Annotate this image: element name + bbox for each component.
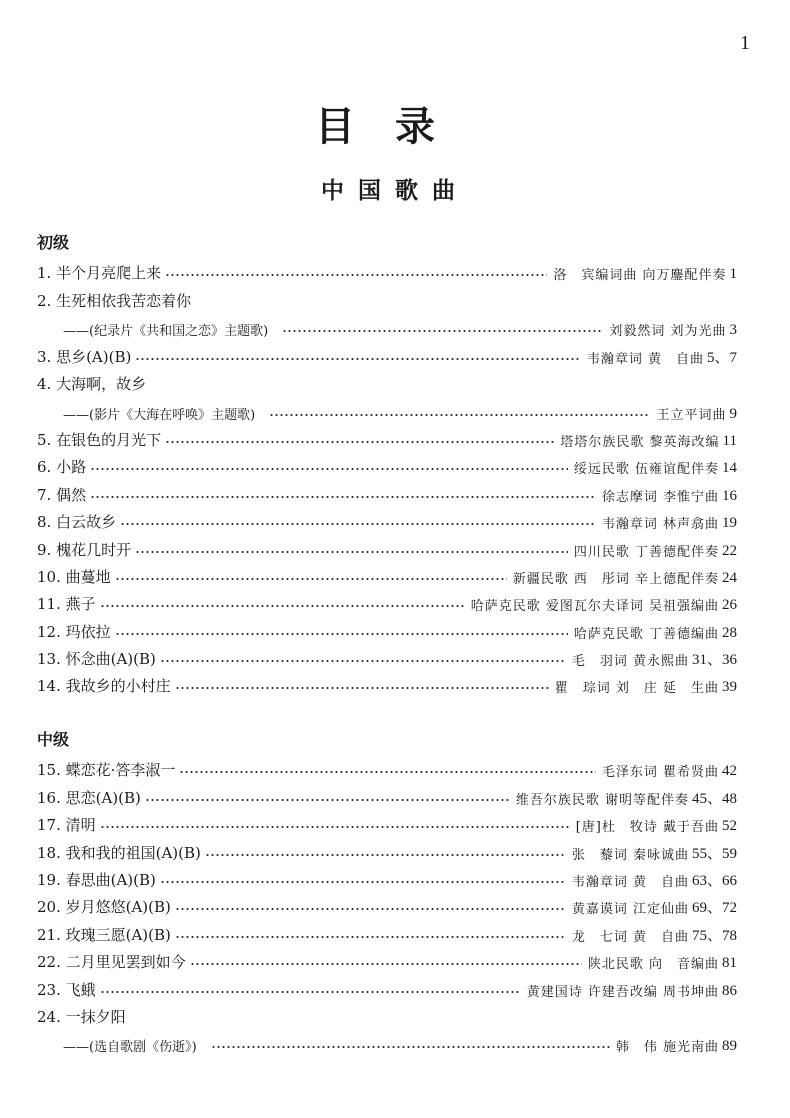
entry-credit: 洛 宾编词曲 向万鏖配伴奏 bbox=[553, 268, 727, 284]
entry-page: 26 bbox=[722, 597, 737, 614]
entry-title: 16. 思恋(A)(B) bbox=[37, 788, 141, 807]
toc-entry[interactable] bbox=[37, 560, 737, 587]
entry-title: 7. 偶然 bbox=[37, 485, 87, 504]
toc-entry[interactable] bbox=[37, 642, 737, 669]
dot-leader bbox=[135, 549, 568, 555]
dot-leader bbox=[175, 906, 566, 912]
entry-title: 5. 在银色的月光下 bbox=[37, 430, 162, 449]
entry-page: 86 bbox=[722, 982, 737, 999]
entry-page: 19 bbox=[722, 515, 737, 532]
entry-page: 22 bbox=[722, 542, 737, 559]
entry-credit: 维吾尔族民歌 谢明等配伴奏 bbox=[515, 792, 689, 808]
entry-title: 12. 玛依拉 bbox=[37, 622, 111, 641]
entry-title: 22. 二月里见罢到如今 bbox=[37, 953, 186, 972]
toc-entry[interactable] bbox=[37, 780, 737, 807]
entry-title: 17. 清明 bbox=[37, 816, 96, 835]
entry-credit: 韦瀚章词 黄 自曲 bbox=[571, 874, 689, 890]
entry-title: 21. 玫瑰三愿(A)(B) bbox=[37, 925, 171, 944]
toc-entry[interactable] bbox=[37, 283, 737, 310]
entry-page: 31、36 bbox=[691, 652, 737, 669]
toc-entry[interactable] bbox=[37, 835, 737, 862]
entry-title: 19. 春思曲(A)(B) bbox=[37, 870, 156, 889]
toc-entry[interactable] bbox=[37, 753, 737, 780]
toc-entry[interactable] bbox=[37, 863, 737, 890]
entry-page: 1 bbox=[729, 266, 737, 283]
page-number: 1 bbox=[740, 32, 750, 54]
entry-credit: 刘毅然词 刘为光曲 bbox=[609, 324, 727, 340]
toc-entry[interactable] bbox=[37, 808, 737, 835]
entry-subtitle: ——(影片《大海在呼唤》主题歌) bbox=[63, 407, 256, 423]
dot-leader bbox=[175, 685, 549, 691]
entry-credit: 瞿 琮词 刘 庄 延 生曲 bbox=[554, 681, 719, 697]
toc-entry[interactable] bbox=[37, 917, 737, 944]
entry-credit: 陕北民歌 向 音编曲 bbox=[587, 957, 719, 973]
entry-page: 3 bbox=[729, 322, 737, 339]
entry-title: 13. 怀念曲(A)(B) bbox=[37, 650, 156, 669]
entry-page: 45、48 bbox=[691, 790, 737, 807]
entry-page: 52 bbox=[722, 818, 737, 835]
entry-subtitle: ——(纪录片《共和国之恋》主题歌) bbox=[63, 324, 269, 340]
entry-credit: 毛泽东词 瞿希贤曲 bbox=[601, 765, 719, 781]
entry-title: 14. 我故乡的小村庄 bbox=[37, 677, 171, 696]
entry-title: 9. 槐花几时开 bbox=[37, 540, 132, 559]
entry-credit: 绥远民歌 伍雍谊配伴奏 bbox=[573, 462, 719, 478]
toc-entry[interactable] bbox=[37, 450, 737, 477]
entry-title: 24. 一抹夕阳 bbox=[37, 1007, 126, 1026]
toc-entry[interactable] bbox=[37, 972, 737, 999]
entry-title: 2. 生死相依我苦恋着你 bbox=[37, 291, 192, 310]
entry-page: 14 bbox=[722, 460, 737, 477]
toc-entry[interactable] bbox=[37, 1027, 737, 1056]
toc-entry[interactable] bbox=[37, 394, 737, 423]
entry-credit: 张 藜词 秦咏诚曲 bbox=[571, 847, 689, 863]
entry-page: 9 bbox=[729, 405, 737, 422]
toc-entry[interactable] bbox=[37, 367, 737, 394]
page-title: 目录 bbox=[315, 104, 475, 150]
entry-page: 28 bbox=[722, 624, 737, 641]
entry-page: 63、66 bbox=[691, 872, 737, 889]
entry-credit: 毛 羽词 黄永熙曲 bbox=[571, 654, 689, 670]
dot-leader bbox=[160, 658, 566, 664]
entry-credit: 新疆民歌 西 彤词 辛上德配伴奏 bbox=[512, 571, 719, 587]
entry-credit: 龙 七词 黄 自曲 bbox=[571, 929, 689, 945]
dot-leader bbox=[145, 797, 510, 803]
toc-entry[interactable] bbox=[37, 339, 737, 366]
entry-title: 23. 飞蛾 bbox=[37, 980, 96, 999]
dot-leader bbox=[269, 412, 650, 418]
toc-entry[interactable] bbox=[37, 1000, 737, 1027]
entry-title: 4. 大海啊，故乡 bbox=[37, 375, 147, 394]
dot-leader bbox=[90, 494, 596, 500]
entry-page: 5、7 bbox=[706, 349, 737, 366]
dot-leader bbox=[100, 989, 521, 995]
entry-page: 89 bbox=[722, 1038, 737, 1055]
dot-leader bbox=[190, 961, 582, 967]
dot-leader bbox=[205, 852, 566, 858]
section-beginner bbox=[37, 230, 737, 696]
dot-leader bbox=[100, 824, 570, 830]
entry-page: 11 bbox=[722, 432, 737, 449]
entry-title: 20. 岁月悠悠(A)(B) bbox=[37, 898, 171, 917]
entry-credit: 哈萨克民歌 丁善德编曲 bbox=[573, 626, 719, 642]
entry-credit: 韦瀚章词 林声翕曲 bbox=[601, 517, 719, 533]
entry-page: 24 bbox=[722, 569, 737, 586]
toc-entry[interactable] bbox=[37, 614, 737, 641]
entry-page: 75、78 bbox=[691, 927, 737, 944]
toc-entry[interactable] bbox=[37, 890, 737, 917]
entry-title: 6. 小路 bbox=[37, 458, 87, 477]
entry-page: 55、59 bbox=[691, 845, 737, 862]
dot-leader bbox=[115, 576, 507, 582]
entry-page: 69、72 bbox=[691, 900, 737, 917]
dot-leader bbox=[135, 356, 581, 362]
entry-title: 8. 白云故乡 bbox=[37, 513, 117, 532]
section-title: 中国歌曲 bbox=[321, 178, 469, 204]
entry-subtitle: ——(选自歌剧《伤逝》) bbox=[63, 1040, 197, 1056]
entry-credit: 徐志摩词 李惟宁曲 bbox=[601, 489, 719, 505]
entry-title: 3. 思乡(A)(B) bbox=[37, 347, 132, 366]
section-intermediate bbox=[37, 727, 737, 1055]
toc-entry[interactable] bbox=[37, 669, 737, 696]
entry-title: 11. 燕子 bbox=[37, 595, 96, 614]
entry-page: 39 bbox=[722, 679, 737, 696]
toc-entry[interactable] bbox=[37, 505, 737, 532]
entry-page: 42 bbox=[722, 763, 737, 780]
dot-leader bbox=[165, 439, 554, 445]
dot-leader bbox=[211, 1044, 610, 1050]
entry-title: 10. 曲蔓地 bbox=[37, 567, 111, 586]
entry-title: 18. 我和我的祖国(A)(B) bbox=[37, 843, 201, 862]
entry-title: 1. 半个月亮爬上来 bbox=[37, 264, 162, 283]
entry-credit: 韩 伟 施光南曲 bbox=[615, 1040, 719, 1056]
dot-leader bbox=[120, 521, 596, 527]
dot-leader bbox=[282, 328, 603, 334]
toc-entry[interactable] bbox=[37, 311, 737, 340]
section-heading: 中级 bbox=[37, 730, 70, 749]
entry-credit: 塔塔尔族民歌 黎英海改编 bbox=[560, 434, 720, 450]
entry-credit: [唐]杜 牧诗 戴于吾曲 bbox=[575, 820, 719, 836]
dot-leader bbox=[175, 934, 566, 940]
entry-page: 81 bbox=[722, 955, 737, 972]
entry-credit: 王立平词曲 bbox=[656, 407, 727, 423]
section-heading: 初级 bbox=[37, 233, 70, 252]
entry-credit: 黄建国诗 许建吾改编 周书坤曲 bbox=[526, 984, 719, 1000]
toc-entry[interactable] bbox=[37, 423, 737, 450]
toc-entry[interactable] bbox=[37, 945, 737, 972]
dot-leader bbox=[179, 769, 595, 775]
dot-leader bbox=[115, 631, 568, 637]
entry-page: 16 bbox=[722, 487, 737, 504]
dot-leader bbox=[165, 272, 547, 278]
entry-credit: 韦瀚章词 黄 自曲 bbox=[586, 351, 704, 367]
entry-title: 15. 蝶恋花·答李淑一 bbox=[37, 761, 176, 780]
entry-credit: 黄嘉谟词 江定仙曲 bbox=[571, 902, 689, 918]
dot-leader bbox=[160, 879, 566, 885]
toc-entry[interactable] bbox=[37, 532, 737, 559]
dot-leader bbox=[100, 603, 465, 609]
entry-credit: 哈萨克民歌 爱图瓦尔夫译词 吴祖强编曲 bbox=[470, 599, 719, 615]
dot-leader bbox=[90, 466, 568, 472]
entry-credit: 四川民歌 丁善德配伴奏 bbox=[573, 544, 719, 560]
toc-entry[interactable] bbox=[37, 587, 737, 614]
toc-entry[interactable] bbox=[37, 477, 737, 504]
toc-entry[interactable] bbox=[37, 256, 737, 283]
